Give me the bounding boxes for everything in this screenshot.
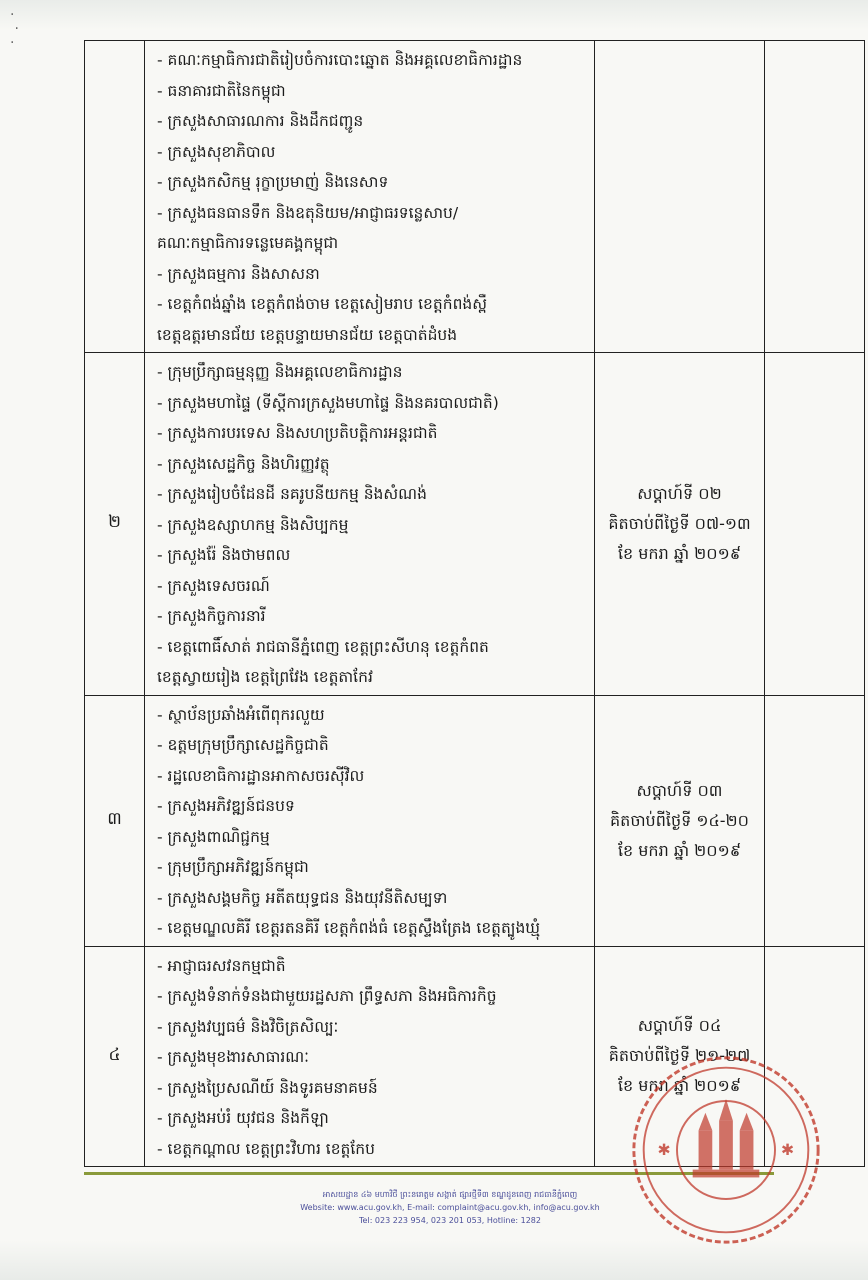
institution-item: - ក្រសួងវប្បធម៌ និងវិចិត្រសិល្បៈ xyxy=(157,1017,339,1036)
institution-item: - ក្រុមប្រឹក្សាធម្មនុញ្ញ និងអគ្គលេខាធិការដ្ឋាន xyxy=(157,363,403,381)
institution-item: - អាជ្ញាធរសវនកម្មជាតិ xyxy=(157,956,286,975)
institution-item: - គណៈកម្មាធិការជាតិរៀបចំការបោះឆ្នោត និងអគ្គលេខាធិការដ្ឋាន xyxy=(157,51,523,69)
institution-item: - ក្រសួងរៀបចំដែនដី នគរូបនីយកម្ម និងសំណង់ xyxy=(157,485,427,503)
institution-cell xyxy=(145,695,595,946)
institution-cell xyxy=(145,946,595,1167)
institution-list xyxy=(145,353,594,695)
week-line: ខែ មករា ឆ្នាំ ២០១៩ xyxy=(617,1076,742,1096)
institution-list xyxy=(145,41,594,352)
row-number: ២ xyxy=(85,353,145,696)
note-cell xyxy=(765,353,865,696)
schedule-row xyxy=(85,353,865,696)
institution-item: - ក្រសួងប្រៃសណីយ៍ និងទូរគមនាគមន៍ xyxy=(157,1078,378,1097)
schedule-table xyxy=(84,40,865,1167)
scan-marks: · · · xyxy=(10,7,19,51)
svg-text:✱: ✱ xyxy=(780,1139,795,1159)
week-line: សប្តាហ៍ទី ០៤ xyxy=(637,1016,722,1036)
week-line: គិតចាប់ពីថ្ងៃទី ២១-២៧ xyxy=(608,1046,751,1066)
institution-item: - ក្រសួងមហាផ្ទៃ (ទីស្តីការក្រសួងមហាផ្ទៃ និងនគរបាលជាតិ) xyxy=(157,393,499,412)
week-cell xyxy=(595,695,765,946)
institution-item: - ក្រសួងសង្គមកិច្ច អតីតយុទ្ធជន និងយុវនីតិសម្បទា xyxy=(157,888,448,907)
institution-cell xyxy=(145,41,595,353)
institution-item: - ក្រសួងការបរទេស និងសហប្រតិបត្តិការអន្តរជាតិ xyxy=(157,424,438,442)
institution-item: គណៈកម្មាធិការទន្លេមេគង្គកម្ពុជា xyxy=(157,234,339,252)
institution-item: - ក្រសួងធម្មការ និងសាសនា xyxy=(157,264,320,283)
week-line: គិតចាប់ពីថ្ងៃទី ០៧-១៣ xyxy=(608,513,751,533)
week-line: សប្តាហ៍ទី ០៣ xyxy=(636,780,723,800)
schedule-row xyxy=(85,695,865,946)
institution-item: - ក្រសួងឧស្សាហកម្ម និងសិប្បកម្ម xyxy=(157,515,349,534)
institution-cell xyxy=(145,353,595,696)
institution-item: - ក្រសួងសាធារណការ និងដឹកជញ្ជូន xyxy=(157,112,364,130)
institution-list xyxy=(145,947,594,1167)
row-number: ៤ xyxy=(85,946,145,1167)
official-seal-stamp xyxy=(628,1052,824,1248)
institution-item: - ក្រសួងរ៉ែ និងថាមពល xyxy=(157,546,291,564)
institution-item: - ខេត្តពោធិ៍សាត់ រាជធានីភ្នំពេញ ខេត្តព្រះសីហនុ ខេត្តកំពត xyxy=(157,637,489,656)
week-line: ខែ មករា ឆ្នាំ ២០១៩ xyxy=(617,840,742,860)
institution-item: - ស្ថាប័នប្រឆាំងអំពើពុករលួយ xyxy=(157,705,325,724)
note-cell xyxy=(765,41,865,353)
institution-item: - ក្រសួងអភិវឌ្ឍន៍ជនបទ xyxy=(157,797,295,815)
institution-item: - ក្រសួងកិច្ចការនារី xyxy=(157,607,266,625)
institution-item: - ឧត្តមក្រុមប្រឹក្សាសេដ្ឋកិច្ចជាតិ xyxy=(157,736,329,754)
institution-item: - ក្រសួងសុខាភិបាល xyxy=(157,142,276,161)
schedule-row xyxy=(85,41,865,353)
institution-item: - ក្រសួងសេដ្ឋកិច្ច និងហិរញ្ញវត្ថុ xyxy=(157,454,330,473)
institution-item: ខេត្តស្វាយរៀង ខេត្តព្រៃវែង ខេត្តតាកែវ xyxy=(157,668,373,686)
institution-item: - ក្រសួងពាណិជ្ជកម្ម xyxy=(157,827,270,846)
week-line: ខែ មករា ឆ្នាំ ២០១៩ xyxy=(617,543,742,563)
institution-item: - ខេត្តកំពង់ឆ្នាំង ខេត្តកំពង់ចាម ខេត្តសៀមរាប ខេត្តកំពង់ស្ពឺ xyxy=(157,295,488,313)
institution-list xyxy=(145,696,594,946)
note-cell xyxy=(765,695,865,946)
institution-item: - រដ្ឋលេខាធិការដ្ឋានអាកាសចរស៊ីវិល xyxy=(157,766,365,785)
institution-item: - ក្រសួងមុខងារសាធារណៈ xyxy=(157,1048,309,1066)
institution-item: - ក្រសួងធនធានទឹក និងឧតុនិយម/អាជ្ញាធរទន្លេសាប/ xyxy=(157,203,459,222)
institution-item: - ក្រុមប្រឹក្សាអភិវឌ្ឍន៍កម្ពុជា xyxy=(157,858,309,876)
institution-item: - ក្រសួងទំនាក់ទំនងជាមួយរដ្ឋសភា ព្រឹទ្ធសភា និងអធិការកិច្ច xyxy=(157,987,497,1005)
institution-item: - ក្រសួងអប់រំ យុវជន និងកីឡា xyxy=(157,1109,329,1127)
footer-tel: Tel: 023 223 954, 023 201 053, Hotline: 1282 xyxy=(359,1216,541,1225)
institution-item: - ក្រសួងទេសចរណ៍ xyxy=(157,576,270,595)
institution-item: ខេត្តឧត្តរមានជ័យ ខេត្តបន្ទាយមានជ័យ ខេត្តបាត់ដំបង xyxy=(157,325,458,344)
institution-item: - ធនាគារជាតិនៃកម្ពុជា xyxy=(157,81,286,100)
institution-item: - ក្រសួងកសិកម្ម រុក្ខាប្រមាញ់ និងនេសាទ xyxy=(157,173,389,191)
row-number xyxy=(85,41,145,353)
svg-text:✱: ✱ xyxy=(657,1139,671,1159)
week-line: សប្តាហ៍ទី ០២ xyxy=(637,483,722,503)
footer xyxy=(200,1188,700,1227)
week-cell xyxy=(595,41,765,353)
institution-item: - ខេត្តមណ្ឌលគិរី ខេត្តរតនគិរី ខេត្តកំពង់ធំ ខេត្តស្ទឹងត្រែង ខេត្តត្បូងឃ្មុំ xyxy=(157,919,541,937)
row-number: ៣ xyxy=(85,695,145,946)
footer-address: អាសយដ្ឋាន ៤៦ មហាវិថី ព្រះនរោត្តម សង្កាត់ ផ្សារថ្មីទី៣ ខណ្ឌដូនពេញ រាជធានីភ្នំពេញ xyxy=(322,1190,578,1199)
week-cell xyxy=(595,353,765,696)
footer-web: Website: www.acu.gov.kh, E-mail: complaint@acu.gov.kh, info@acu.gov.kh xyxy=(300,1203,600,1212)
week-line: គិតចាប់ពីថ្ងៃទី ១៤-២០ xyxy=(610,810,749,830)
institution-item: - ខេត្តកណ្តាល ខេត្តព្រះវិហារ ខេត្តកែប xyxy=(157,1139,375,1158)
